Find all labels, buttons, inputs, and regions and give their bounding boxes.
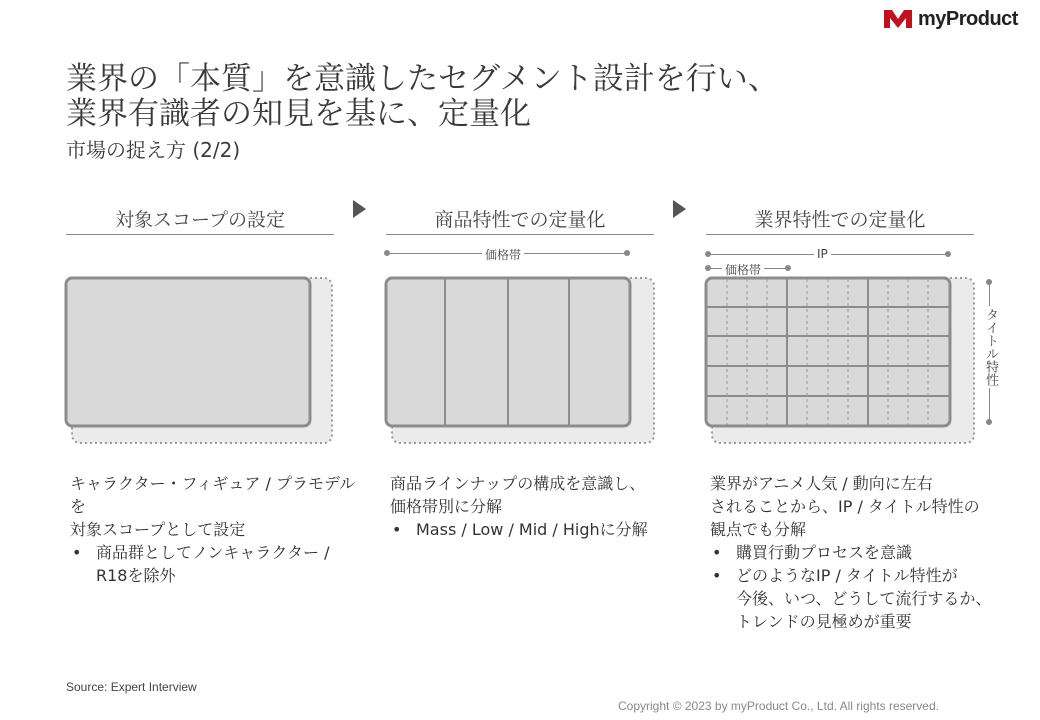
price-segment-diagram xyxy=(380,270,660,450)
column-1-heading: 対象スコープの設定 xyxy=(114,209,286,231)
ip-range-label: IP xyxy=(814,247,831,261)
bullet-line: R18を除外 xyxy=(96,566,176,585)
title-line-1: 業界の「本質」を意識したセグメント設計を行い、 xyxy=(66,61,779,97)
column-1-description xyxy=(70,472,360,587)
arrow-right-icon xyxy=(353,200,366,218)
price-range-end-dot xyxy=(624,250,630,256)
description-line: 対象スコープとして設定 xyxy=(70,520,246,539)
bullet-line: トレンドの見極めが重要 xyxy=(736,612,912,631)
arrow-right-icon xyxy=(673,200,686,218)
description-line: 商品ラインナップの構成を意識し、 xyxy=(390,474,646,493)
column-1-divider xyxy=(66,234,334,235)
title-range-label: タイトル特性 xyxy=(983,308,998,386)
brand-logo xyxy=(884,8,1018,30)
page-title xyxy=(66,62,779,132)
copyright-notice: Copyright © 2023 by myProduct Co., Ltd. All rights reserved. xyxy=(618,699,939,713)
column-3-description xyxy=(710,472,1010,633)
title-range-start-dot xyxy=(986,279,992,285)
column-3-divider xyxy=(706,234,974,235)
bullet-line: • Mass / Low / Mid / Highに分解 xyxy=(416,520,648,539)
source-note: Source: Expert Interview xyxy=(66,680,197,694)
price-range-start-dot xyxy=(384,250,390,256)
ip-range-start-dot xyxy=(705,251,711,257)
description-line: 業界がアニメ人気 / 動向に左右 xyxy=(710,474,933,493)
column-3-heading: 業界特性での定量化 xyxy=(754,209,926,231)
brand-name: myProduct xyxy=(918,7,1018,30)
bullet-line: • 商品群としてノンキャラクター / xyxy=(96,543,330,562)
brand-mark-icon xyxy=(884,10,912,28)
page-subtitle: 市場の捉え方 (2/2) xyxy=(66,138,241,162)
scope-box xyxy=(66,278,310,426)
description-line: されることから、IP / タイトル特性の xyxy=(710,497,980,516)
title-line-2: 業界有識者の知見を基に、定量化 xyxy=(66,96,531,132)
description-line: 観点でも分解 xyxy=(710,520,807,539)
price-sub-range-label: 価格帯 xyxy=(722,261,764,278)
bullet-item xyxy=(710,541,1010,564)
column-2-description xyxy=(390,472,680,541)
description-line: キャラクター・フィギュア / プラモデルを xyxy=(70,474,356,516)
bullet-item xyxy=(390,518,680,541)
ip-range-end-dot xyxy=(945,251,951,257)
bullet-line: • どのようなIP / タイトル特性が xyxy=(736,566,958,585)
description-line: 価格帯別に分解 xyxy=(390,497,503,516)
bullet-item xyxy=(710,564,1010,633)
column-2-heading: 商品特性での定量化 xyxy=(434,209,606,231)
bullet-line: 今後、いつ、どうして流行するか、 xyxy=(736,589,992,608)
bullet-line: • 購買行動プロセスを意識 xyxy=(736,543,913,562)
title-range-end-dot xyxy=(986,419,992,425)
ip-title-grid-diagram xyxy=(700,270,980,450)
price-range-label: 価格帯 xyxy=(482,246,524,263)
column-2-divider xyxy=(386,234,654,235)
scope-diagram xyxy=(60,270,340,450)
bullet-item xyxy=(70,541,360,587)
